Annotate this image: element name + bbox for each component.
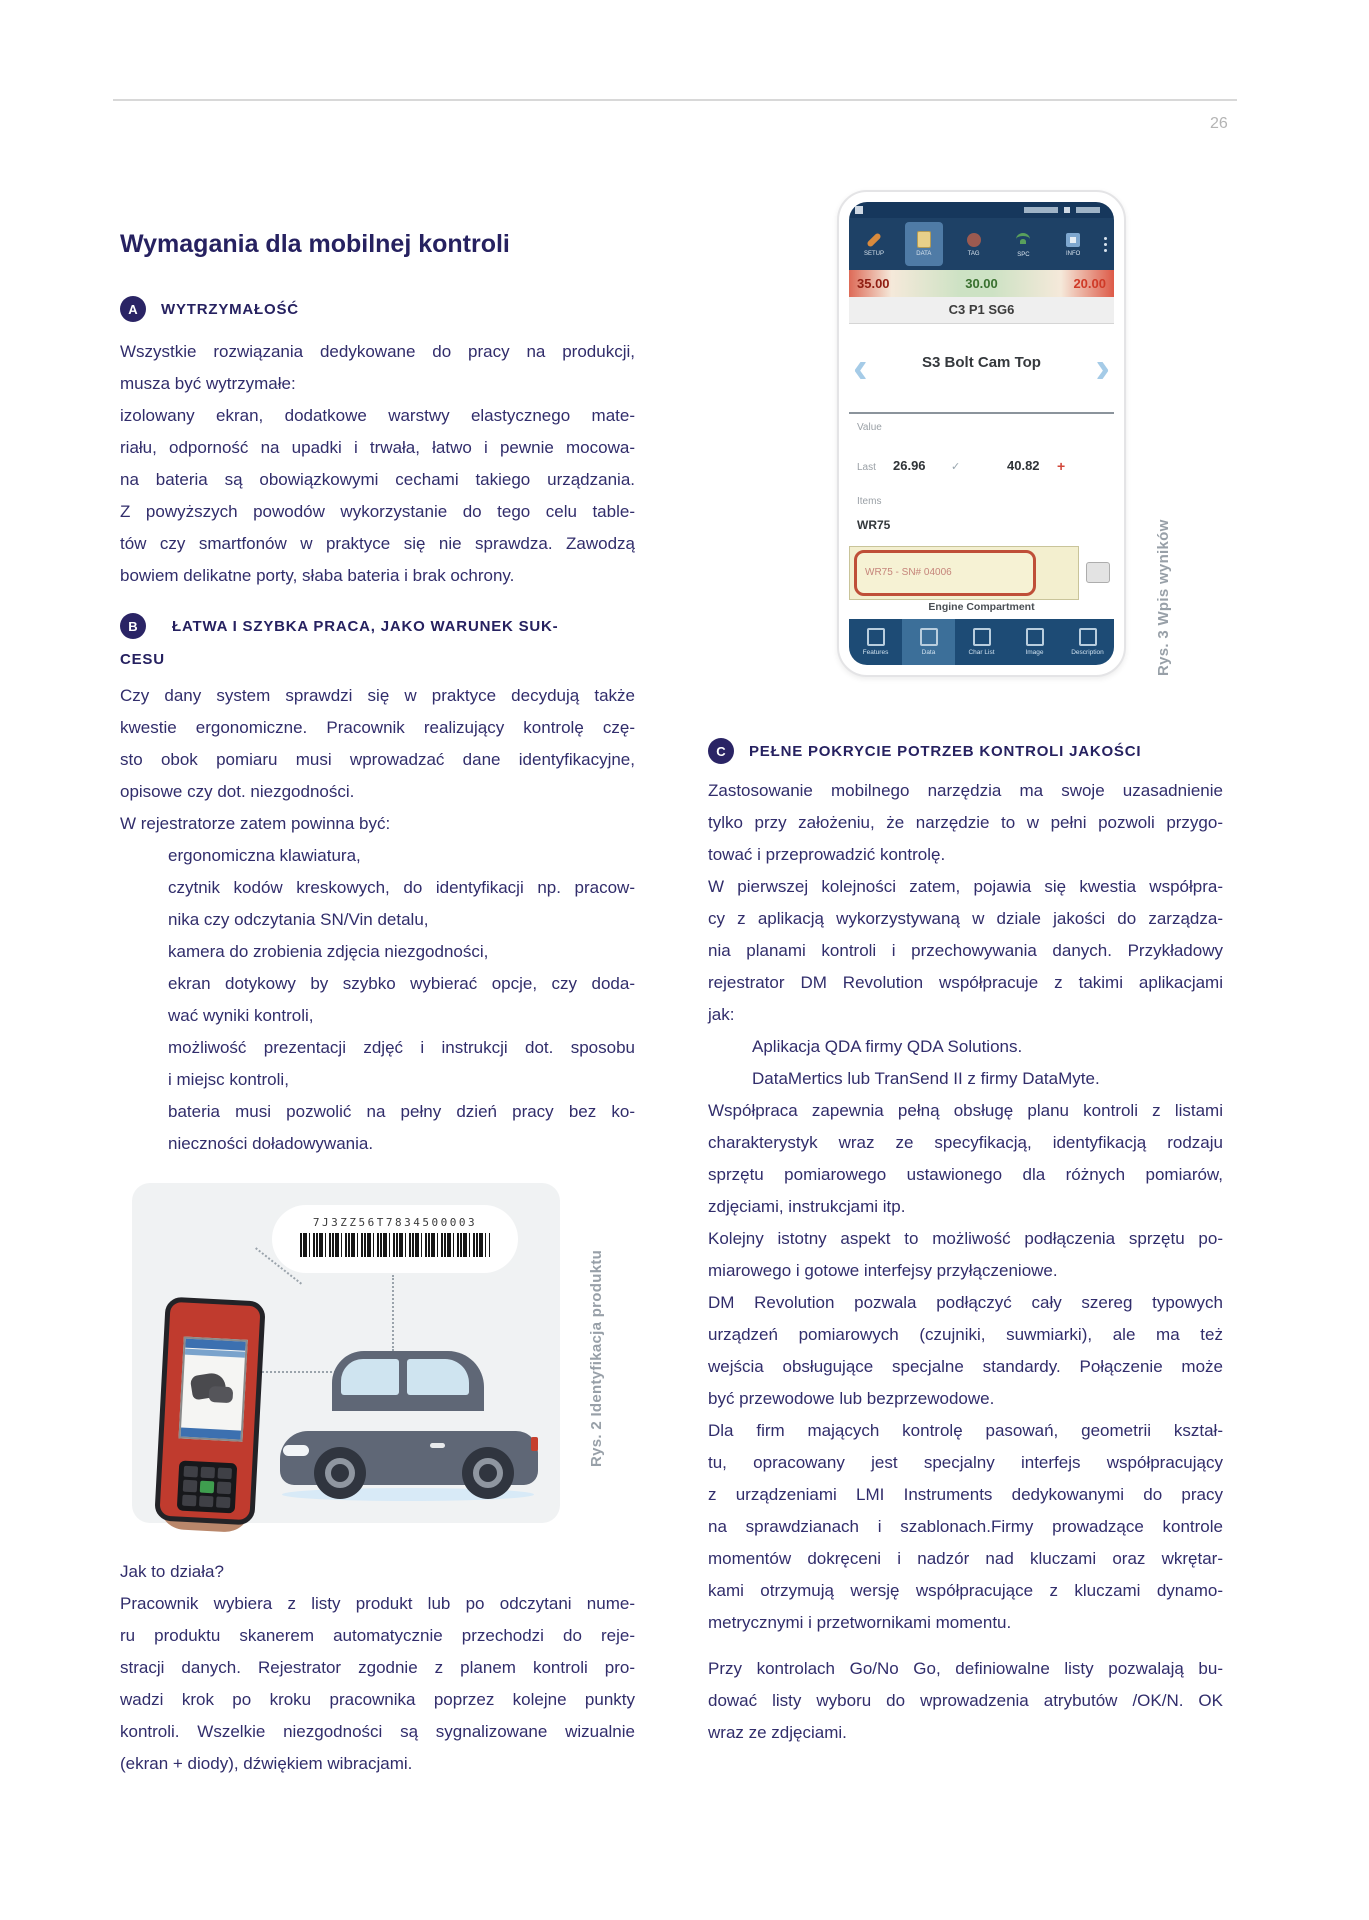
paragraph <box>708 775 1223 871</box>
text-line: być przewodowe lub bezprzewodowe. <box>708 1389 995 1408</box>
section-c-body-1 <box>708 775 1223 1031</box>
nav-label: Features <box>862 649 889 656</box>
part-code: WR75 <box>857 518 891 532</box>
value-low: 35.00 <box>857 276 890 291</box>
bottom-nav <box>849 619 1114 665</box>
text-line: tować i przeprowadzić kontrolę. <box>708 845 946 864</box>
tolerance-bar <box>849 270 1114 297</box>
status-icon <box>855 206 863 214</box>
paragraph <box>120 680 635 808</box>
app-toolbar <box>849 218 1114 270</box>
description-icon <box>1079 628 1097 646</box>
paragraph <box>120 1096 635 1160</box>
text-line: nieczności doładowywania. <box>168 1134 374 1153</box>
text-line: miarowego i gotowe interfejsy przyłączeniowe. <box>708 1261 1058 1280</box>
text-line: zdjęciami, instrukcjami itp. <box>708 1197 906 1216</box>
text-line: ergonomiczna klawiatura, <box>168 846 361 865</box>
text-line: Zastosowanie mobilnego narzędzia ma swoje uzasadnienie <box>708 781 1223 800</box>
text-line: dować listy wyboru do wprowadzenia atrybutów /OK/N. OK <box>708 1691 1223 1710</box>
paragraph <box>120 936 635 968</box>
barcode-number: 7J3ZZ56T7834500003 <box>312 1216 478 1229</box>
toolbar-label: TAG <box>967 250 980 257</box>
how-it-works <box>120 1556 635 1780</box>
car-front-wheel <box>314 1447 366 1499</box>
nav-label: Char List <box>968 649 995 656</box>
section-a-header <box>120 295 635 323</box>
text-line: nia planami kontroli i przechowywania danych. Przykładowy <box>708 941 1223 960</box>
chevron-right-icon[interactable]: › <box>1095 343 1110 392</box>
text-line: tylko przy założeniu, że narzędzie to w pełni pozwoli przygo- <box>708 813 1223 832</box>
data-icon <box>920 628 938 646</box>
text-line: Czy dany system sprawdzi się w praktyce decydują także <box>120 686 635 705</box>
list-button[interactable] <box>1086 562 1110 583</box>
how-it-works-title: Jak to działa? <box>120 1562 224 1581</box>
text-line: DataMertics lub TranSend II z firmy DataMyte. <box>752 1069 1100 1088</box>
toolbar-item-tag[interactable] <box>955 222 993 266</box>
text-line: W rejestratorze zatem powinna być: <box>120 814 391 833</box>
figure-2-caption: Rys. 2 Identyfikacja produktu <box>588 1249 605 1467</box>
how-it-works-body <box>120 1588 635 1780</box>
battery-icon <box>1064 207 1070 213</box>
toolbar-label: INFO <box>1066 250 1081 257</box>
page-title: Wymagania dla mobilnej kontroli <box>120 230 510 258</box>
nav-item-features[interactable] <box>849 619 902 665</box>
section-b-body <box>120 680 635 840</box>
text-line: stracji danych. Rejestrator zgodnie z planem kontroli pro- <box>120 1658 635 1677</box>
toolbar-item-info[interactable] <box>1054 222 1092 266</box>
paragraph <box>120 968 635 1032</box>
text-line: możliwość prezentacji zdjęć i instrukcji dot. sposobu <box>168 1038 635 1057</box>
image-icon <box>1026 628 1044 646</box>
text-line: Dla firm mających kontrolę pasowań, geometrii kształ- <box>708 1421 1223 1440</box>
last-value: 26.96 <box>893 458 926 473</box>
text-line: musza być wytrzymałe: <box>120 374 296 393</box>
text-line: ekran dotykowy by szybko wybierać opcje, czy doda- <box>168 974 635 993</box>
section-a-body <box>120 336 635 592</box>
clipboard-icon <box>867 628 885 646</box>
value-high: 20.00 <box>1073 276 1106 291</box>
text-line: kami otrzymują wersję współpracujące z kluczami dynamo- <box>708 1581 1223 1600</box>
paragraph <box>120 808 635 840</box>
entry-field-background <box>849 546 1079 600</box>
paragraph <box>120 872 635 936</box>
section-b-title-line2: CESU <box>120 651 165 668</box>
figure-2-card <box>132 1183 560 1523</box>
text-line: bateria musi pozwolić na pełny dzień pracy bez ko- <box>168 1102 635 1121</box>
paragraph <box>120 1588 635 1780</box>
characteristic-carousel <box>849 324 1114 414</box>
right-column <box>708 737 1223 1749</box>
connector-line-vertical <box>392 1275 394 1351</box>
text-line: z urządzeniami LMI Instruments dedykowanymi do pracy <box>708 1485 1223 1504</box>
text-line: tu, opracowany jest specjalny interfejs współpracujący <box>708 1453 1223 1472</box>
section-c-list <box>708 1031 1223 1095</box>
second-value: 40.82 <box>1007 458 1040 473</box>
paragraph <box>708 1653 1223 1749</box>
characteristic-name: S3 Bolt Cam Top <box>922 354 1041 371</box>
section-c-body-2 <box>708 1095 1223 1639</box>
section-b-list <box>120 840 635 1160</box>
text-line: W pierwszej kolejności zatem, pojawia się kwestia współpra- <box>708 877 1223 896</box>
text-line: sto obok pomiaru musi wprowadzać dane identyfikacyjne, <box>120 750 635 769</box>
nav-label: Image <box>1025 649 1044 656</box>
last-label: Last <box>857 462 876 473</box>
text-line: urządzeń pomiarowych (czujniki, suwmiarki), ale ma też <box>708 1325 1223 1344</box>
text-line: Z powyższych powodów wykorzystanie do tego celu table- <box>120 502 635 521</box>
text-line: na sprawdzianach i szablonach.Firmy prowadzące kontrole <box>708 1517 1223 1536</box>
text-line: metrycznymi i przetwornikami momentu. <box>708 1613 1012 1632</box>
text-line: rejestrator DM Revolution współpracuje z takimi aplikacjami <box>708 973 1223 992</box>
toolbar-label: SPC <box>1017 252 1030 258</box>
car-taillight <box>531 1437 538 1451</box>
figure-3-caption: Rys. 3 Wpis wyników <box>1155 519 1172 676</box>
text-line: Przy kontrolach Go/No Go, definiowalne listy pozwalają bu- <box>708 1659 1223 1678</box>
barcode-label <box>272 1205 518 1273</box>
paragraph <box>708 1095 1223 1223</box>
text-line: (ekran + diody), dźwiękiem wibracjami. <box>120 1754 413 1773</box>
toolbar-item-spc[interactable] <box>1004 222 1042 266</box>
car-cabin <box>332 1351 484 1411</box>
page-number: 26 <box>1210 115 1228 132</box>
text-line: Aplikacja QDA firmy QDA Solutions. <box>752 1037 1023 1056</box>
text-line: cy z aplikacją wykorzystywaną w dziale jakości do zarządza- <box>708 909 1223 928</box>
paragraph <box>120 400 635 592</box>
section-b-header <box>120 610 635 676</box>
toolbar-item-data[interactable] <box>905 222 943 266</box>
section-a-badge: A <box>120 296 146 322</box>
car-door-handle <box>430 1443 445 1448</box>
text-line: tów czy smartfonów w praktyce się nie sprawdza. Zawodzą <box>120 534 635 553</box>
paragraph <box>708 1031 1223 1063</box>
check-icon: ✓ <box>951 461 961 473</box>
status-bar <box>849 202 1114 218</box>
scanner-body <box>154 1297 266 1526</box>
car-front-window <box>341 1359 399 1395</box>
paragraph <box>120 336 635 400</box>
car-illustration <box>280 1349 538 1501</box>
measurement-details <box>849 414 1114 546</box>
text-line: ru produktu skanerem automatycznie przechodzi do reje- <box>120 1626 635 1645</box>
text-line: DM Revolution pozwala podłączyć cały szereg typowych <box>708 1293 1223 1312</box>
text-line: wać wyniki kontroli, <box>168 1006 314 1025</box>
text-line: momentów dokręceni i nadzór nad kluczami oraz wkrętar- <box>708 1549 1223 1568</box>
section-c-body-3 <box>708 1653 1223 1749</box>
nav-label: Data <box>921 649 936 656</box>
text-line: bowiem delikatne porty, słaba bateria i brak ochrony. <box>120 566 515 585</box>
text-line: kwestie ergonomiczne. Pracownik realizujący kontrolę czę- <box>120 718 635 737</box>
paragraph <box>708 1415 1223 1639</box>
top-rule <box>113 99 1237 101</box>
value-target: 30.00 <box>965 276 998 291</box>
section-c-header <box>708 737 1223 765</box>
text-line: Pracownik wybiera z listy produkt lub po odczytani nume- <box>120 1594 635 1613</box>
text-line: nika czy odczytania SN/Vin detalu, <box>168 910 429 929</box>
part-header: C3 P1 SG6 <box>849 297 1114 324</box>
paragraph <box>708 1287 1223 1415</box>
car-rear-wheel <box>462 1447 514 1499</box>
paragraph <box>708 1063 1223 1095</box>
text-line: sprzętu pomiarowego ustawionego dla różnych pomiarów, <box>708 1165 1223 1184</box>
entry-field-row <box>849 546 1114 598</box>
car-headlight <box>283 1445 309 1456</box>
nav-item-description[interactable] <box>1061 619 1114 665</box>
text-line: wejścia obsługujące specjalne standardy. Połączenie może <box>708 1357 1223 1376</box>
nav-item-image[interactable] <box>1008 619 1061 665</box>
text-line: i miejsc kontroli, <box>168 1070 289 1089</box>
text-line: riału, odporność na upadki i trwała, łatwo i pewnie mocowa- <box>120 438 635 457</box>
paragraph <box>708 871 1223 1031</box>
text-line: Wszystkie rozwiązania dedykowane do pracy na produkcji, <box>120 342 635 361</box>
serial-input[interactable]: WR75 - SN# 04006 <box>854 550 1036 596</box>
text-line: izolowany ekran, dodatkowe warstwy elastycznego mate- <box>120 406 635 425</box>
nav-label: Description <box>1071 649 1104 656</box>
left-column <box>120 228 635 1160</box>
value-label: Value <box>857 422 882 433</box>
section-c-title: PEŁNE POKRYCIE POTRZEB KONTROLI JAKOŚCI <box>749 742 1142 760</box>
toolbar-label: DATA <box>916 251 932 257</box>
text-line: opisowe czy dot. niezgodności. <box>120 782 355 801</box>
section-b-badge: B <box>120 613 146 639</box>
barcode-icon <box>300 1233 490 1257</box>
paragraph <box>120 1032 635 1096</box>
out-of-tolerance-icon: + <box>1057 458 1066 474</box>
phone-screenshot <box>837 190 1126 677</box>
wifi-icon <box>1016 233 1030 246</box>
text-line: jak: <box>708 1005 735 1024</box>
wrench-icon <box>866 232 882 248</box>
text-line: kontroli. Wszelkie niezgodności są sygnalizowane wizualnie <box>120 1722 635 1741</box>
items-label: Items <box>857 496 882 507</box>
phone-screen <box>849 202 1114 665</box>
nav-item-data[interactable] <box>902 619 955 665</box>
text-line: Kolejny istotny aspekt to możliwość podłączenia sprzętu po- <box>708 1229 1223 1248</box>
list-icon <box>973 628 991 646</box>
section-c-badge: C <box>708 738 734 764</box>
toolbar-label: SETUP <box>863 250 884 257</box>
scanner-keypad <box>177 1460 238 1513</box>
text-line: wraz ze zdjęciami. <box>708 1723 847 1742</box>
car-rear-window <box>407 1359 469 1395</box>
document-icon <box>917 231 931 248</box>
section-a-title: WYTRZYMAŁOŚĆ <box>161 300 299 318</box>
handheld-scanner-illustration <box>154 1297 266 1526</box>
signal-icon <box>1076 207 1100 213</box>
text-line: na bateria są obowiązkowymi cechami takiego urządzania. <box>120 470 635 489</box>
gauge-icon <box>967 233 981 247</box>
scanner-screen <box>179 1337 248 1442</box>
toolbar-item-setup[interactable] <box>855 222 893 266</box>
paragraph <box>708 1223 1223 1287</box>
text-line: kamera do zrobienia zdjęcia niezgodności, <box>168 942 489 961</box>
chevron-left-icon[interactable]: ‹ <box>853 343 868 392</box>
kebab-menu-icon[interactable] <box>1104 237 1108 252</box>
status-clock <box>1024 207 1058 213</box>
location-label: Engine Compartment <box>849 598 1114 618</box>
section-b-title-line1: ŁATWA I SZYBKA PRACA, JAKO WARUNEK SUK- <box>172 618 559 635</box>
app-square-icon <box>1066 233 1080 247</box>
nav-item-char-list[interactable] <box>955 619 1008 665</box>
text-line: wadzi krok po kroku pracownika poprzez kolejne punkty <box>120 1690 635 1709</box>
text-line: charakterystyk wraz ze specyfikacją, identyfikacją rodzaju <box>708 1133 1223 1152</box>
text-line: Współpraca zapewnia pełną obsługę planu kontroli z listami <box>708 1101 1223 1120</box>
text-line: czytnik kodów kreskowych, do identyfikacji np. pracow- <box>168 878 635 897</box>
paragraph <box>120 840 635 872</box>
